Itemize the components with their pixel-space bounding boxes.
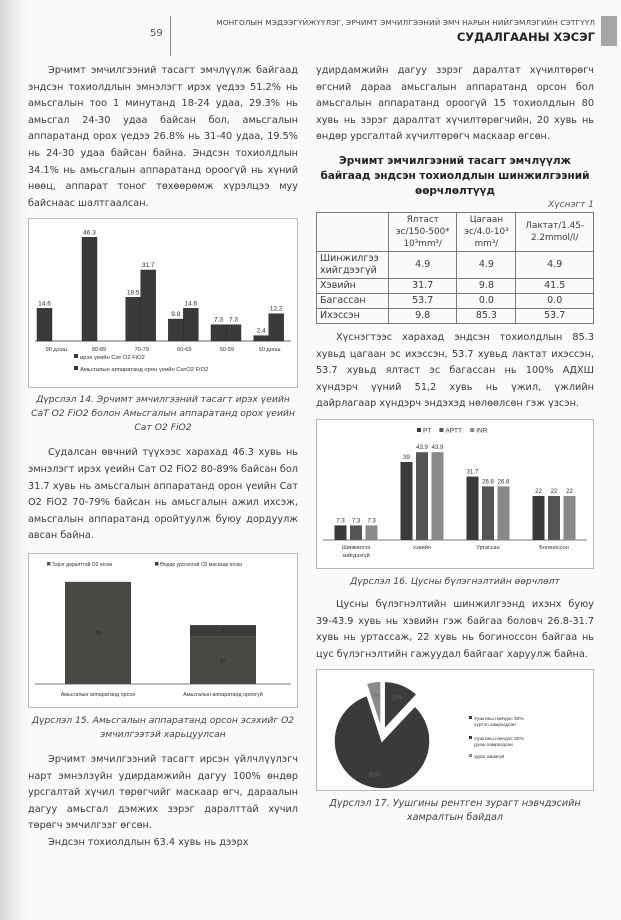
table-cell: 53.7 xyxy=(516,308,594,323)
figure-14-chart xyxy=(28,218,298,388)
x-tick-label: Уртассан xyxy=(476,544,500,551)
table-header-cell: Цагаан эс/4.0-10³ mm³/ xyxy=(457,212,516,251)
legend-label: зураг аваагүй xyxy=(474,755,505,761)
bar xyxy=(401,462,413,540)
data-label: 7.3 xyxy=(228,316,239,324)
data-label: 46.3 xyxy=(83,229,96,237)
figure-16-chart xyxy=(316,419,594,569)
legend-label: дээш хамрагдсан xyxy=(474,743,513,749)
data-label: 26 xyxy=(94,630,102,637)
figure-15-svg xyxy=(29,554,297,707)
left-column xyxy=(28,60,298,851)
x-tick-label: 70-79 xyxy=(134,347,149,354)
x-tick-label: Шинжилгээ xyxy=(341,544,371,551)
data-label: 7.3 xyxy=(336,518,345,525)
table-row xyxy=(317,308,594,323)
data-label: 7.3 xyxy=(213,316,224,324)
data-label: 31.7 xyxy=(141,262,155,270)
figure-17-caption: Дүрслэл 17. Уушгины рентген зурагт нэвчдэсийн хамралтын байдал xyxy=(329,798,581,824)
page-binding-shadow xyxy=(0,0,28,920)
data-label: 22 xyxy=(535,488,542,495)
bar xyxy=(482,486,494,540)
paragraph: удирдамжийн дагуу зэрэг даралтат хүчилтөрөгч өгсний дараа амьсгалын аппаратанд орсон бол амьсгалын аппаратанд ороогүй 15 тохиолдлын 80 хувь нь зэрэг даралтат хүчилтөрөгчийн, 20 хувь нь өндөр урсгалтай хүчилтөрөгч маскаар өгсөн. xyxy=(316,65,594,143)
row-label: Багассан xyxy=(317,293,389,308)
pie-slice xyxy=(334,696,430,790)
bar xyxy=(366,525,378,540)
bar xyxy=(82,238,97,342)
x-tick-label: Амьсгалын аппаратанд орсон xyxy=(60,691,136,698)
legend-label: APTT xyxy=(445,427,463,435)
paragraph: Эрчимт эмчилгээний тасагт эмчлүүлж байгаад эндсэн тохиолдлын эмнэлэгт ирэх үедээ 51.2% нь амьсгалын тоо 1 минутанд 18-24 удаа, 29.3% нь амьсгал 24-30 удаа байсан бол, амьсгалын аппаратанд орох үедээ 26.8% нь 31-40 удаа, 19.5% нь 24-30 удаа байсан байна. Эндсэн тохиолдлын 34.1% нь амьсгалын аппаратанд ороогүй нь хүний нөөц, аппарат тоног төхөөрөмж хүрэлцээ муу байснаас шалтгаалсан. xyxy=(28,65,298,209)
x-tick-label: 80-89 xyxy=(91,347,107,354)
data-label: 39 xyxy=(403,454,410,461)
table-row xyxy=(317,251,594,278)
figure-14-caption: Дүрслэл 14. Эрчимт эмчилгээний тасагт ирэх үеийн СаТ О2 FiO2 болон Амьсгалын аппаратанд орох үеийн Сат О2 FiO2 xyxy=(31,394,295,434)
row-label: Шинжилгээ хийгдээгүй xyxy=(317,251,389,278)
data-label: 7.3 xyxy=(351,518,361,525)
legend-label: Зэрэг даралттай О2 өгсөн xyxy=(52,561,113,568)
paragraph: Хүснэгтээс харахад эндсэн тохиолдлын 85.3 хувьд цагаан эс ихэссэн, 53.7 хувьд лактат ихэссэн, 53.7 хувьд ялтаст эс багассан нь 100% АДХШ хүндэрч үүний 51,2 хувь нь үжил, үжлийн дайрлагаар хүндэрч эндэхэд нөлөөлсөн гэж үзсэн. xyxy=(316,331,594,410)
bar xyxy=(548,496,560,540)
data-label: 12 xyxy=(219,658,227,665)
data-label: 31.7 xyxy=(466,469,479,476)
data-label: 43.9 xyxy=(431,445,444,452)
data-label: 19.5 xyxy=(126,289,140,297)
bar xyxy=(269,314,284,341)
table-cell: 9.8 xyxy=(389,308,457,323)
bar xyxy=(126,298,141,342)
table-cell: 41.5 xyxy=(516,278,594,293)
legend-swatch xyxy=(74,366,78,370)
legend-swatch xyxy=(469,754,472,757)
table-header-cell xyxy=(317,212,389,251)
data-label: 26.8 xyxy=(482,479,494,486)
data-label: 2.4 xyxy=(256,327,266,335)
table-header-row xyxy=(317,212,594,251)
figure-16-caption: Дүрслэл 16. Цусны бүлэгнэлтийн өөрчлөлт xyxy=(350,575,560,587)
table-cell: 4.9 xyxy=(389,251,457,278)
legend-label: ирэх үеийн Сат О2 FiO2 xyxy=(80,355,145,362)
x-tick-label: 50-59 xyxy=(219,347,235,354)
legend-swatch xyxy=(74,354,78,358)
table-cell: 0.0 xyxy=(457,293,516,308)
data-label: 14.6 xyxy=(38,300,51,308)
bar xyxy=(335,525,347,540)
table-cell: 85.3 xyxy=(457,308,516,323)
legend-label: Уушгины нэвчдэс 50% xyxy=(474,737,524,743)
bar xyxy=(254,336,269,341)
bar xyxy=(416,452,428,540)
row-label: Ихэссэн xyxy=(317,308,389,323)
x-tick-label: Амьсгалын аппаратанд ороогүй xyxy=(183,691,263,698)
paragraph: Эндсэн тохиолдлын 63.4 хувь нь дээрх xyxy=(48,836,249,848)
table-cell: 53.7 xyxy=(389,293,457,308)
bar xyxy=(226,325,241,341)
data-label: 12.2 xyxy=(269,306,283,314)
data-label: 7.3 xyxy=(367,518,376,525)
legend-label: INR xyxy=(476,427,488,435)
page-number: 59 xyxy=(150,28,163,39)
legend-label: хүртэл хамрагдсан xyxy=(474,723,516,729)
legend-label: Өндөр урсгалтай О2 маскаар өгсөн xyxy=(160,561,243,568)
legend-swatch xyxy=(469,736,472,739)
table-cell: 31.7 xyxy=(389,278,457,293)
page-header xyxy=(0,0,621,60)
slice-label: 12% xyxy=(391,695,403,702)
paragraph: Цусны бүлэгнэлтийн шинжилгээнд ихэнх буюу 39-43.9 хувь нь хэвийн гэж байгаа боловч 26.8-31.7 хувь нь уртассаж, 22 хувь нь богиноссон байгаа нь цус бүлэгнэлтийн гажуудал байгааг харуулж байна. xyxy=(316,598,594,660)
bar xyxy=(432,452,444,540)
figure-17-svg xyxy=(317,670,593,790)
paragraph: Судалсан өвчний түүхээс харахад 46.3 хувь нь эмнэлэгт ирэх үеийн Сат О2 FiO2 80-89% байсан бол 31.7 хувь нь амьсгалын аппаратанд орон үеийн Сат О2 FiO2 70-79% байсан нь амьсгалын ажил ихсэж, амьсгалын аппаратанд оройтуулж буюу дордуулж авсан байна. xyxy=(28,447,298,542)
table-header-cell: Лактат/1.45-2.2mmol/l/ xyxy=(516,212,594,251)
bar xyxy=(533,496,545,540)
journal-title: МОНГОЛЫН МЭДЭЭГҮЙЖҮҮЛЭГ, ЭРЧИМТ ЭМЧИЛГЭЭНИЙ ЭМЧ НАРЫН НИЙГЭМЛЭГИЙН СЭТГҮҮЛ xyxy=(216,18,595,27)
table-cell: 4.9 xyxy=(457,251,516,278)
paragraph: Эрчимт эмчилгээний тасагт ирсэн үйлчлүүлэгч нарт эмнэлзүйн удирдамжийн дагуу 100% өндөр урсгалтай хүчил төрөгчийг маскаар өгч, дараалын дагуу амьсгал дэмжих зэрэг даралттай хүчил төрөгч эмчилгээг өгсөн. xyxy=(28,753,298,832)
bar xyxy=(467,477,479,540)
right-column xyxy=(316,60,594,825)
bar xyxy=(350,525,362,540)
bar xyxy=(564,496,576,540)
table-cell: 4.9 xyxy=(516,251,594,278)
table-row xyxy=(317,293,594,308)
data-label: 22 xyxy=(550,488,558,495)
legend-swatch xyxy=(417,428,421,432)
bar xyxy=(498,486,510,540)
figure-16-svg xyxy=(317,420,593,568)
data-label: 3 xyxy=(221,628,225,635)
table-label: Хүснэгт 1 xyxy=(548,199,594,210)
data-label: 22 xyxy=(566,488,573,495)
figure-17-chart xyxy=(316,669,594,791)
bar xyxy=(211,325,226,341)
legend-label: Уушгины нэвчдэс 50% xyxy=(474,717,524,723)
header-divider xyxy=(170,16,171,56)
legend-label: Амьсгалын аппаратанд орон үеийн СатО2 FiO2 xyxy=(80,367,209,374)
row-label: Хэвийн xyxy=(317,278,389,293)
table-cell: 9.8 xyxy=(457,278,516,293)
x-tick-label: хэвийн xyxy=(413,544,431,551)
data-label: 26.8 xyxy=(497,479,510,486)
x-tick-label: 60-69 xyxy=(177,347,192,354)
legend-swatch xyxy=(470,428,474,432)
table-row xyxy=(317,278,594,293)
header-tab-block xyxy=(601,16,617,46)
bar xyxy=(37,309,52,342)
x-tick-label: 90 дээш xyxy=(45,347,67,354)
data-label: 43.9 xyxy=(416,445,428,452)
legend-swatch xyxy=(155,562,159,566)
x-tick-label: 50 доош xyxy=(258,347,281,354)
legend-label: PT xyxy=(423,427,432,435)
section-title: СУДАЛГААНЫ ХЭСЭГ xyxy=(456,30,595,44)
legend-swatch xyxy=(47,562,51,566)
x-tick-label: хийгдээгүй xyxy=(342,552,370,559)
x-tick-label: Богиноссон xyxy=(539,544,569,551)
data-label: 14.6 xyxy=(184,300,198,308)
legend-swatch xyxy=(469,716,472,719)
table-header-cell: Ялтаст эс/150-500* 10³mm³/ xyxy=(389,212,457,251)
figure-14-svg xyxy=(29,219,297,387)
bar xyxy=(141,270,156,341)
bar xyxy=(183,309,198,342)
section-heading: Эрчимт эмчилгээний тасагт эмчлүүлж байгаад эндсэн тохиолдлын шинжилгээний өөрчлөлтүүд xyxy=(320,154,590,197)
figure-15-caption: Дүрслэл 15. Амьсгалын аппаратанд орсон эсэхийг О2 эмчилгээтэй харьцуулсан xyxy=(31,714,295,740)
legend-swatch xyxy=(439,428,443,432)
lab-results-table xyxy=(316,212,594,324)
slice-label: 5% xyxy=(371,693,380,700)
slice-label: 83% xyxy=(368,773,380,780)
figure-15-chart xyxy=(28,553,298,708)
bar xyxy=(168,319,183,341)
table-cell: 0.0 xyxy=(516,293,594,308)
data-label: 9.8 xyxy=(171,311,181,319)
